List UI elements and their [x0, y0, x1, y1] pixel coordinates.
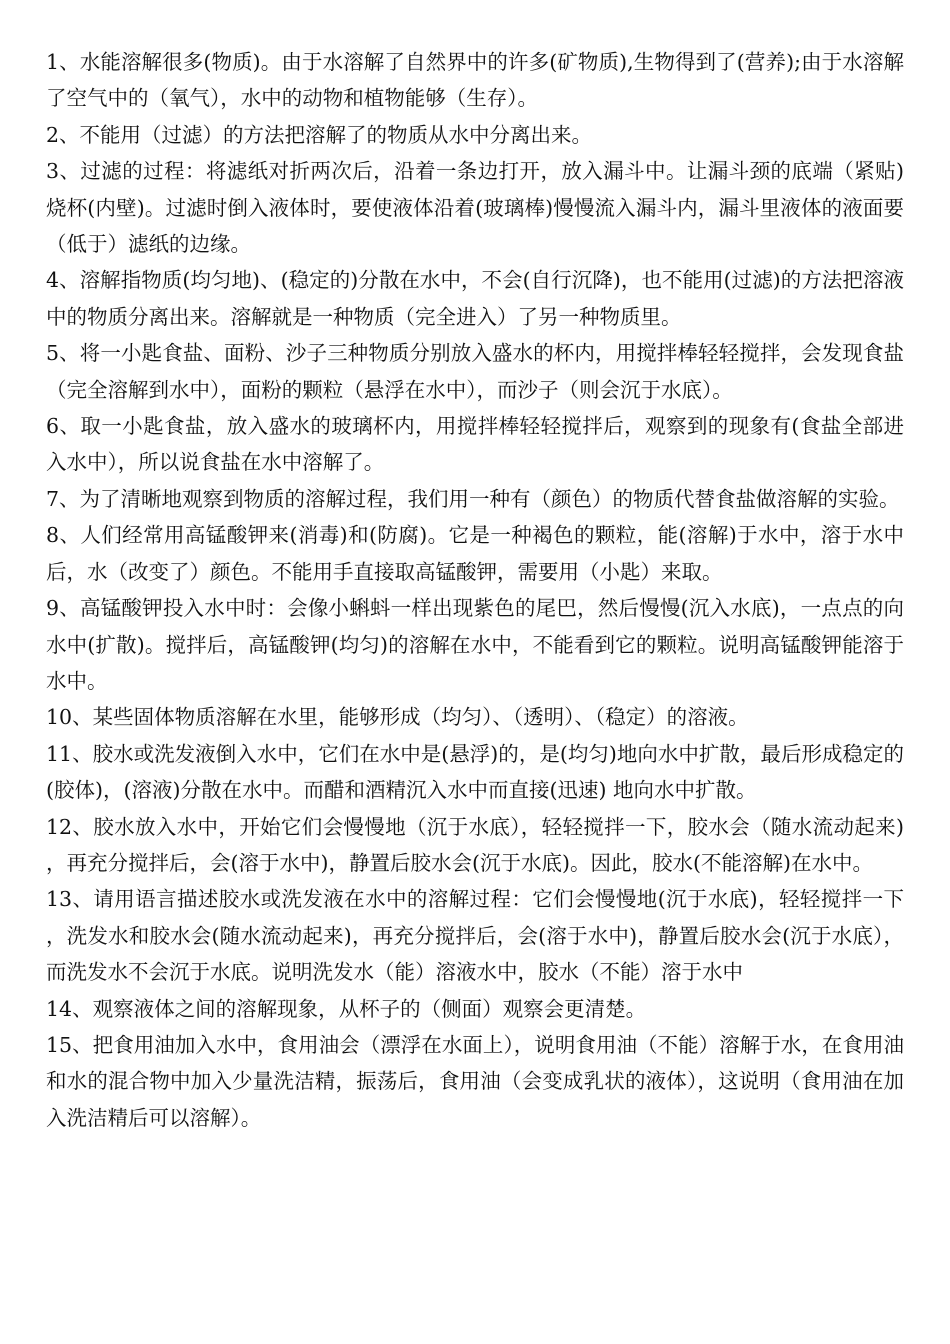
- paragraph-12: 12、胶水放入水中，开始它们会慢慢地（沉于水底），轻轻搅拌一下，胶水会（随水流动起来)，再充分搅拌后，会(溶于水中)，静置后胶水会(沉于水底)。因此，胶水(不能溶解)在水中。: [46, 814, 904, 875]
- paragraph-9: 9、高锰酸钾投入水中时：会像小蝌蚪一样出现紫色的尾巴，然后慢慢(沉入水底)，一点点的向水中(扩散)。搅拌后，高锰酸钾(均匀)的溶解在水中，不能看到它的颗粒。说明高锰酸钾能溶于水中。: [46, 596, 904, 693]
- paragraph-14: 14、观察液体之间的溶解现象，从杯子的（侧面）观察会更清楚。: [46, 996, 647, 1021]
- paragraph-8: 8、人们经常用高锰酸钾来(消毒)和(防腐)。它是一种褐色的颗粒，能(溶解)于水中，溶于水中后，水（改变了）颜色。不能用手直接取高锰酸钾，需要用（小匙）来取。: [46, 523, 904, 584]
- paragraph-10: 10、某些固体物质溶解在水里，能够形成（均匀）、（透明）、（稳定）的溶液。: [46, 705, 749, 730]
- paragraph-2: 2、不能用（过滤）的方法把溶解了的物质从水中分离出来。: [46, 122, 593, 147]
- document-body: [46, 44, 904, 1136]
- paragraph-5: 5、将一小匙食盐、面粉、沙子三种物质分别放入盛水的杯内，用搅拌棒轻轻搅拌，会发现食盐（完全溶解到水中），面粉的颗粒（悬浮在水中），而沙子（则会沉于水底）。: [46, 341, 904, 402]
- paragraph-1: 1、水能溶解很多(物质)。由于水溶解了自然界中的许多(矿物质),生物得到了(营养);由于水溶解了空气中的（氧气），水中的动物和植物能够（生存）。: [46, 50, 904, 111]
- paragraph-13: 13、请用语言描述胶水或洗发液在水中的溶解过程：它们会慢慢地(沉于水底)，轻轻搅拌一下，洗发水和胶水会(随水流动起来)，再充分搅拌后，会(溶于水中)，静置后胶水会(沉于水底），而洗发水不会沉于水底。说明洗发水（能）溶液水中，胶水（不能）溶于水中: [46, 887, 904, 985]
- paragraph-3: 3、过滤的过程：将滤纸对折两次后，沿着一条边打开，放入漏斗中。让漏斗颈的底端（紧贴)烧杯(内壁)。过滤时倒入液体时，要使液体沿着(玻璃棒)慢慢流入漏斗内，漏斗里液体的液面要（低于）滤纸的边缘。: [46, 159, 904, 257]
- paragraph-7: 7、为了清晰地观察到物质的溶解过程，我们用一种有（颜色）的物质代替食盐做溶解的实验。: [46, 486, 900, 511]
- paragraph-6: 6、取一小匙食盐，放入盛水的玻璃杯内，用搅拌棒轻轻搅拌后，观察到的现象有(食盐全部进入水中），所以说食盐在水中溶解了。: [46, 414, 904, 475]
- paragraph-15: 15、把食用油加入水中，食用油会（漂浮在水面上），说明食用油（不能）溶解于水，在食用油和水的混合物中加入少量洗洁精，振荡后，食用油（会变成乳状的液体），这说明（食用油在加入洗洁精后可以溶解）。: [46, 1032, 904, 1130]
- paragraph-4: 4、溶解指物质(均匀地)、(稳定的)分散在水中，不会(自行沉降)，也不能用(过滤)的方法把溶液中的物质分离出来。溶解就是一种物质（完全进入）了另一种物质里。: [46, 268, 904, 329]
- paragraph-11: 11、胶水或洗发液倒入水中，它们在水中是(悬浮)的，是(均匀)地向水中扩散，最后形成稳定的(胶体)，(溶液)分散在水中。而醋和酒精沉入水中而直接(迅速) 地向水中扩散。: [46, 741, 904, 803]
